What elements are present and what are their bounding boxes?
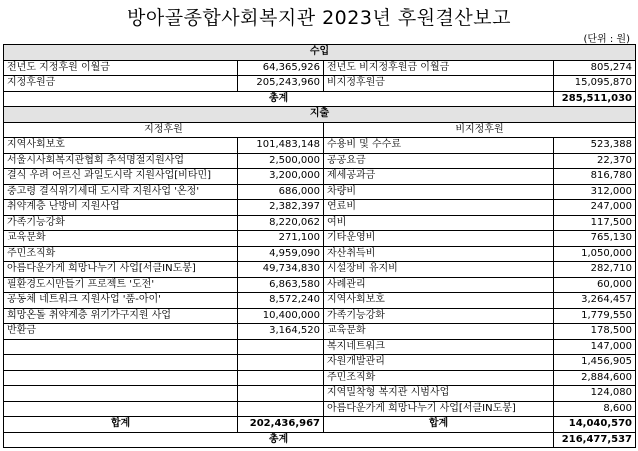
expense-left-value: 101,483,148 <box>238 138 324 154</box>
settlement-table <box>3 44 636 448</box>
expense-left-value <box>238 339 324 355</box>
income-right-label: 비지정후원금 <box>324 76 554 92</box>
expense-left-label: 결식 우려 어르신 과일도시락 지원사업[비타민] <box>4 169 238 185</box>
expense-left-label <box>4 386 238 402</box>
expense-right-label: 차량비 <box>324 184 554 200</box>
expense-left-label <box>4 355 238 371</box>
page-title: 방아골종합사회복지관 2023년 후원결산보고 <box>127 7 511 29</box>
expense-row <box>4 231 636 247</box>
expense-left-label: 서울시사회복지관협회 추석명절지원사업 <box>4 153 238 169</box>
income-header-row <box>4 45 636 61</box>
expense-row <box>4 138 636 154</box>
expense-left-label: 중고령 결식위기세대 도시락 지원사업 '온정' <box>4 184 238 200</box>
expense-right-value: 1,050,000 <box>554 246 636 262</box>
expense-row <box>4 355 636 371</box>
income-total-label: 총계 <box>4 91 554 107</box>
expense-left-value <box>238 355 324 371</box>
settlement-table-body <box>4 45 636 448</box>
income-right-value: 805,274 <box>554 60 636 76</box>
expense-left-value: 49,734,830 <box>238 262 324 278</box>
expense-right-value: 2,884,600 <box>554 370 636 386</box>
expense-right-value: 247,000 <box>554 200 636 216</box>
expense-left-label <box>4 370 238 386</box>
expense-undesignated-header: 비지정후원 <box>324 122 636 138</box>
expense-left-label: 희망온돌 취약계층 위기가구지원 사업 <box>4 308 238 324</box>
unit-label: (단위 : 원) <box>583 34 630 45</box>
expense-right-label: 지역사회보호 <box>324 293 554 309</box>
expense-left-subtotal-label: 합계 <box>4 417 238 433</box>
income-left-label: 전년도 지정후원 이월금 <box>4 60 238 76</box>
expense-left-value: 8,572,240 <box>238 293 324 309</box>
expense-left-value: 271,100 <box>238 231 324 247</box>
expense-right-value: 178,500 <box>554 324 636 340</box>
income-left-label: 지정후원금 <box>4 76 238 92</box>
expense-left-label: 반환금 <box>4 324 238 340</box>
expense-right-value: 147,000 <box>554 339 636 355</box>
expense-row <box>4 262 636 278</box>
expense-total-label: 총계 <box>4 432 554 448</box>
expense-left-label: 취약계층 난방비 지원사업 <box>4 200 238 216</box>
expense-left-value: 3,164,520 <box>238 324 324 340</box>
income-right-value: 15,095,870 <box>554 76 636 92</box>
expense-right-label: 주민조직화 <box>324 370 554 386</box>
expense-left-label: 필환경도시만들기 프로젝트 '도전' <box>4 277 238 293</box>
expense-left-value: 8,220,062 <box>238 215 324 231</box>
expense-right-value: 8,600 <box>554 401 636 417</box>
expense-right-subtotal-label: 합계 <box>324 417 554 433</box>
expense-row <box>4 169 636 185</box>
expense-right-value: 282,710 <box>554 262 636 278</box>
expense-right-subtotal-value: 14,040,570 <box>554 417 636 433</box>
expense-left-value: 4,959,090 <box>238 246 324 262</box>
expense-row <box>4 200 636 216</box>
expense-row <box>4 293 636 309</box>
expense-right-label: 수용비 및 수수료 <box>324 138 554 154</box>
expense-right-label: 제세공과금 <box>324 169 554 185</box>
expense-right-label: 자산취득비 <box>324 246 554 262</box>
expense-row <box>4 386 636 402</box>
expense-left-label <box>4 339 238 355</box>
expense-right-value: 312,000 <box>554 184 636 200</box>
expense-left-label: 공동체 네트워크 지원사업 '품-아이' <box>4 293 238 309</box>
income-left-value: 205,243,960 <box>238 76 324 92</box>
expense-left-value: 686,000 <box>238 184 324 200</box>
expense-left-value: 6,863,580 <box>238 277 324 293</box>
expense-right-label: 연료비 <box>324 200 554 216</box>
expense-row <box>4 277 636 293</box>
expense-left-value <box>238 401 324 417</box>
expense-left-value: 2,500,000 <box>238 153 324 169</box>
expense-right-label: 자원개발관리 <box>324 355 554 371</box>
expense-subtotal-row <box>4 417 636 433</box>
income-row <box>4 76 636 92</box>
expense-total-value: 216,477,537 <box>554 432 636 448</box>
expense-right-label: 사례관리 <box>324 277 554 293</box>
expense-row <box>4 308 636 324</box>
expense-left-label: 아름다운가게 희망나누기 사업[서클IN도봉] <box>4 262 238 278</box>
income-right-label: 전년도 비지정후원금 이월금 <box>324 60 554 76</box>
income-row <box>4 60 636 76</box>
expense-row <box>4 401 636 417</box>
expense-left-value <box>238 370 324 386</box>
expense-right-value: 1,456,905 <box>554 355 636 371</box>
expense-header-row <box>4 107 636 123</box>
expense-left-value: 2,382,397 <box>238 200 324 216</box>
income-left-value: 64,365,926 <box>238 60 324 76</box>
expense-subheader-row <box>4 122 636 138</box>
income-total-row <box>4 91 636 107</box>
expense-row <box>4 184 636 200</box>
expense-right-label: 아름다운가게 희망나누기 사업[서클IN도봉] <box>324 401 554 417</box>
expense-right-value: 117,500 <box>554 215 636 231</box>
expense-right-value: 3,264,457 <box>554 293 636 309</box>
expense-left-value: 10,400,000 <box>238 308 324 324</box>
expense-right-value: 765,130 <box>554 231 636 247</box>
expense-right-label: 여비 <box>324 215 554 231</box>
expense-row <box>4 246 636 262</box>
income-total-value: 285,511,030 <box>554 91 636 107</box>
expense-header: 지출 <box>4 107 636 123</box>
expense-right-label: 지역밀착형 복지관 시범사업 <box>324 386 554 402</box>
expense-right-value: 523,388 <box>554 138 636 154</box>
income-header: 수입 <box>4 45 636 61</box>
expense-right-label: 공공요금 <box>324 153 554 169</box>
expense-total-row <box>4 432 636 448</box>
expense-left-label: 교육문화 <box>4 231 238 247</box>
expense-left-label: 지역사회보호 <box>4 138 238 154</box>
expense-left-value <box>238 386 324 402</box>
expense-right-label: 시설장비 유지비 <box>324 262 554 278</box>
expense-left-label <box>4 401 238 417</box>
expense-right-value: 22,370 <box>554 153 636 169</box>
expense-right-label: 복지네트워크 <box>324 339 554 355</box>
expense-right-label: 기타운영비 <box>324 231 554 247</box>
expense-right-value: 1,779,550 <box>554 308 636 324</box>
expense-right-label: 가족기능강화 <box>324 308 554 324</box>
expense-row <box>4 339 636 355</box>
expense-row <box>4 153 636 169</box>
expense-left-label: 가족기능강화 <box>4 215 238 231</box>
expense-row <box>4 215 636 231</box>
expense-designated-header: 지정후원 <box>4 122 324 138</box>
expense-right-value: 60,000 <box>554 277 636 293</box>
expense-row <box>4 370 636 386</box>
expense-right-label: 교육문화 <box>324 324 554 340</box>
expense-row <box>4 324 636 340</box>
expense-left-subtotal-value: 202,436,967 <box>238 417 324 433</box>
expense-left-value: 3,200,000 <box>238 169 324 185</box>
expense-right-value: 124,080 <box>554 386 636 402</box>
expense-left-label: 주민조직화 <box>4 246 238 262</box>
expense-right-value: 816,780 <box>554 169 636 185</box>
